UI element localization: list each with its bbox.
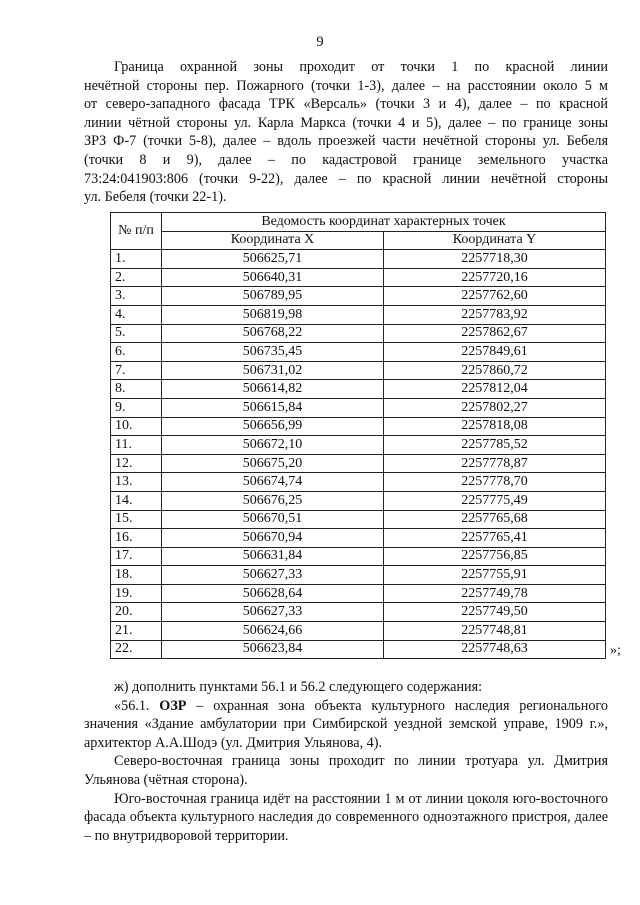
- table-row: [111, 454, 606, 473]
- table-row: [111, 603, 606, 622]
- coordinate-y: 2257778,87: [384, 454, 606, 473]
- coordinate-x: 506624,66: [162, 622, 384, 641]
- coordinate-y: 2257783,92: [384, 305, 606, 324]
- table-row: [111, 640, 606, 659]
- table-row: [111, 343, 606, 362]
- table-row: [111, 250, 606, 269]
- coordinate-x: 506627,33: [162, 566, 384, 585]
- point-number: 3.: [111, 287, 162, 306]
- point-number: 16.: [111, 529, 162, 548]
- coordinate-y: 2257785,52: [384, 436, 606, 455]
- point-number: 11.: [111, 436, 162, 455]
- coordinate-x: 506731,02: [162, 361, 384, 380]
- table-row: [111, 417, 606, 436]
- coordinate-y: 2257749,50: [384, 603, 606, 622]
- coordinate-y: 2257765,68: [384, 510, 606, 529]
- table-row: [111, 436, 606, 455]
- item-prefix: «56.1.: [114, 697, 160, 714]
- y-header: Координата Y: [384, 231, 606, 250]
- intro-line: Граница охранной зоны проходит от точки 1 по красной линии: [114, 59, 608, 75]
- intro-line: от северо-западного фасада ТРК «Версаль» (точки 3 и 4), далее – по красной: [84, 96, 608, 113]
- coordinate-y: 2257818,08: [384, 417, 606, 436]
- table-row: [111, 361, 606, 380]
- coordinate-x: 506670,94: [162, 529, 384, 548]
- coordinate-y: 2257756,85: [384, 547, 606, 566]
- table-row: [111, 547, 606, 566]
- coordinate-x: 506768,22: [162, 324, 384, 343]
- point-number: 15.: [111, 510, 162, 529]
- point-number: 19.: [111, 584, 162, 603]
- table-row: [111, 529, 606, 548]
- table-row: [111, 268, 606, 287]
- coordinate-y: 2257862,67: [384, 324, 606, 343]
- point-number: 22.: [111, 640, 162, 659]
- coordinate-y: 2257812,04: [384, 380, 606, 399]
- intro-paragraph: [84, 58, 608, 207]
- point-number: 13.: [111, 473, 162, 492]
- point-number: 4.: [111, 305, 162, 324]
- point-number: 8.: [111, 380, 162, 399]
- table-row: [111, 510, 606, 529]
- coordinate-y: 2257748,63: [384, 640, 606, 659]
- coordinate-x: 506789,95: [162, 287, 384, 306]
- coordinate-x: 506735,45: [162, 343, 384, 362]
- coordinate-x: 506627,33: [162, 603, 384, 622]
- point-number: 1.: [111, 250, 162, 269]
- point-number: 12.: [111, 454, 162, 473]
- coordinate-x: 506614,82: [162, 380, 384, 399]
- coordinate-y: 2257765,41: [384, 529, 606, 548]
- coordinate-x: 506623,84: [162, 640, 384, 659]
- table-row: [111, 491, 606, 510]
- intro-line: (точки 8 и 9), далее – по кадастровой границе земельного участка: [84, 151, 608, 168]
- amendment-line: ж) дополнить пунктами 56.1 и 56.2 следующего содержания:: [114, 679, 483, 695]
- closing-section: [84, 678, 608, 845]
- table-row: [111, 566, 606, 585]
- table-row: [111, 473, 606, 492]
- coordinate-y: 2257749,78: [384, 584, 606, 603]
- coordinate-x: 506676,25: [162, 491, 384, 510]
- coordinate-y: 2257762,60: [384, 287, 606, 306]
- coordinate-x: 506656,99: [162, 417, 384, 436]
- table-row: [111, 305, 606, 324]
- point-number: 17.: [111, 547, 162, 566]
- intro-line: ЗРЗ Ф-7 (точки 5-8), далее – вдоль проезжей части нечётной стороны ул. Бебеля: [84, 133, 608, 150]
- intro-line: 73:24:041903:806 (точки 9-22), далее – по красной линии нечётной стороны: [84, 170, 608, 187]
- item-56-1: [84, 697, 608, 753]
- coordinate-y: 2257849,61: [384, 343, 606, 362]
- coordinate-x: 506615,84: [162, 398, 384, 417]
- table-row: [111, 287, 606, 306]
- coordinate-x: 506672,10: [162, 436, 384, 455]
- coordinate-y: 2257778,70: [384, 473, 606, 492]
- point-number: 5.: [111, 324, 162, 343]
- item-text: – охранная зона объекта культурного наследия регионального значения «Здание амбулатории при Симбирской уездной земской управе, 1909 г.», архитектор А.А.Шодэ (ул. Дмитрия Ульянова, 4).: [84, 697, 608, 751]
- point-number: 6.: [111, 343, 162, 362]
- point-number: 18.: [111, 566, 162, 585]
- coordinate-x: 506675,20: [162, 454, 384, 473]
- x-header: Координата X: [162, 231, 384, 250]
- northeast-border: Северо-восточная граница зоны проходит по линии тротуара ул. Дмитрия Ульянова (чётная сторона).: [84, 753, 608, 788]
- group-header: Ведомость координат характерных точек: [162, 213, 606, 232]
- table-row: [111, 622, 606, 641]
- table-row: [111, 324, 606, 343]
- table-row: [111, 380, 606, 399]
- coordinate-y: 2257802,27: [384, 398, 606, 417]
- coordinate-y: 2257720,16: [384, 268, 606, 287]
- coordinates-table: [110, 212, 606, 659]
- coordinate-y: 2257748,81: [384, 622, 606, 641]
- coordinate-x: 506628,64: [162, 584, 384, 603]
- coordinate-x: 506674,74: [162, 473, 384, 492]
- coordinate-y: 2257718,30: [384, 250, 606, 269]
- coordinate-y: 2257775,49: [384, 491, 606, 510]
- number-header: № п/п: [111, 213, 162, 250]
- coordinate-y: 2257860,72: [384, 361, 606, 380]
- table-closing-mark: »;: [610, 643, 621, 658]
- point-number: 21.: [111, 622, 162, 641]
- coordinate-x: 506670,51: [162, 510, 384, 529]
- coordinate-x: 506640,31: [162, 268, 384, 287]
- southeast-border: Юго-восточная граница идёт на расстоянии 1 м от линии цоколя юго-восточного фасада объекта культурного наследия до современного одноэтажного пристроя, далее – по внутридворовой территории.: [84, 790, 608, 844]
- point-number: 7.: [111, 361, 162, 380]
- point-number: 2.: [111, 268, 162, 287]
- intro-line: нечётной стороны пер. Пожарного (точки 1-3), далее – на расстоянии около 5 м: [84, 77, 608, 94]
- zone-code: ОЗР: [159, 697, 187, 714]
- page-number: 9: [316, 34, 324, 50]
- intro-line: линии чётной стороны ул. Карла Маркса (точки 4 и 5), далее – по границе зоны: [84, 114, 608, 131]
- intro-line: ул. Бебеля (точки 22-1).: [84, 189, 227, 206]
- coordinates-body: [111, 250, 606, 659]
- table-row: [111, 584, 606, 603]
- table-row: [111, 398, 606, 417]
- point-number: 10.: [111, 417, 162, 436]
- coordinate-y: 2257755,91: [384, 566, 606, 585]
- coordinate-x: 506631,84: [162, 547, 384, 566]
- coordinate-x: 506819,98: [162, 305, 384, 324]
- point-number: 9.: [111, 398, 162, 417]
- coordinate-x: 506625,71: [162, 250, 384, 269]
- point-number: 20.: [111, 603, 162, 622]
- point-number: 14.: [111, 491, 162, 510]
